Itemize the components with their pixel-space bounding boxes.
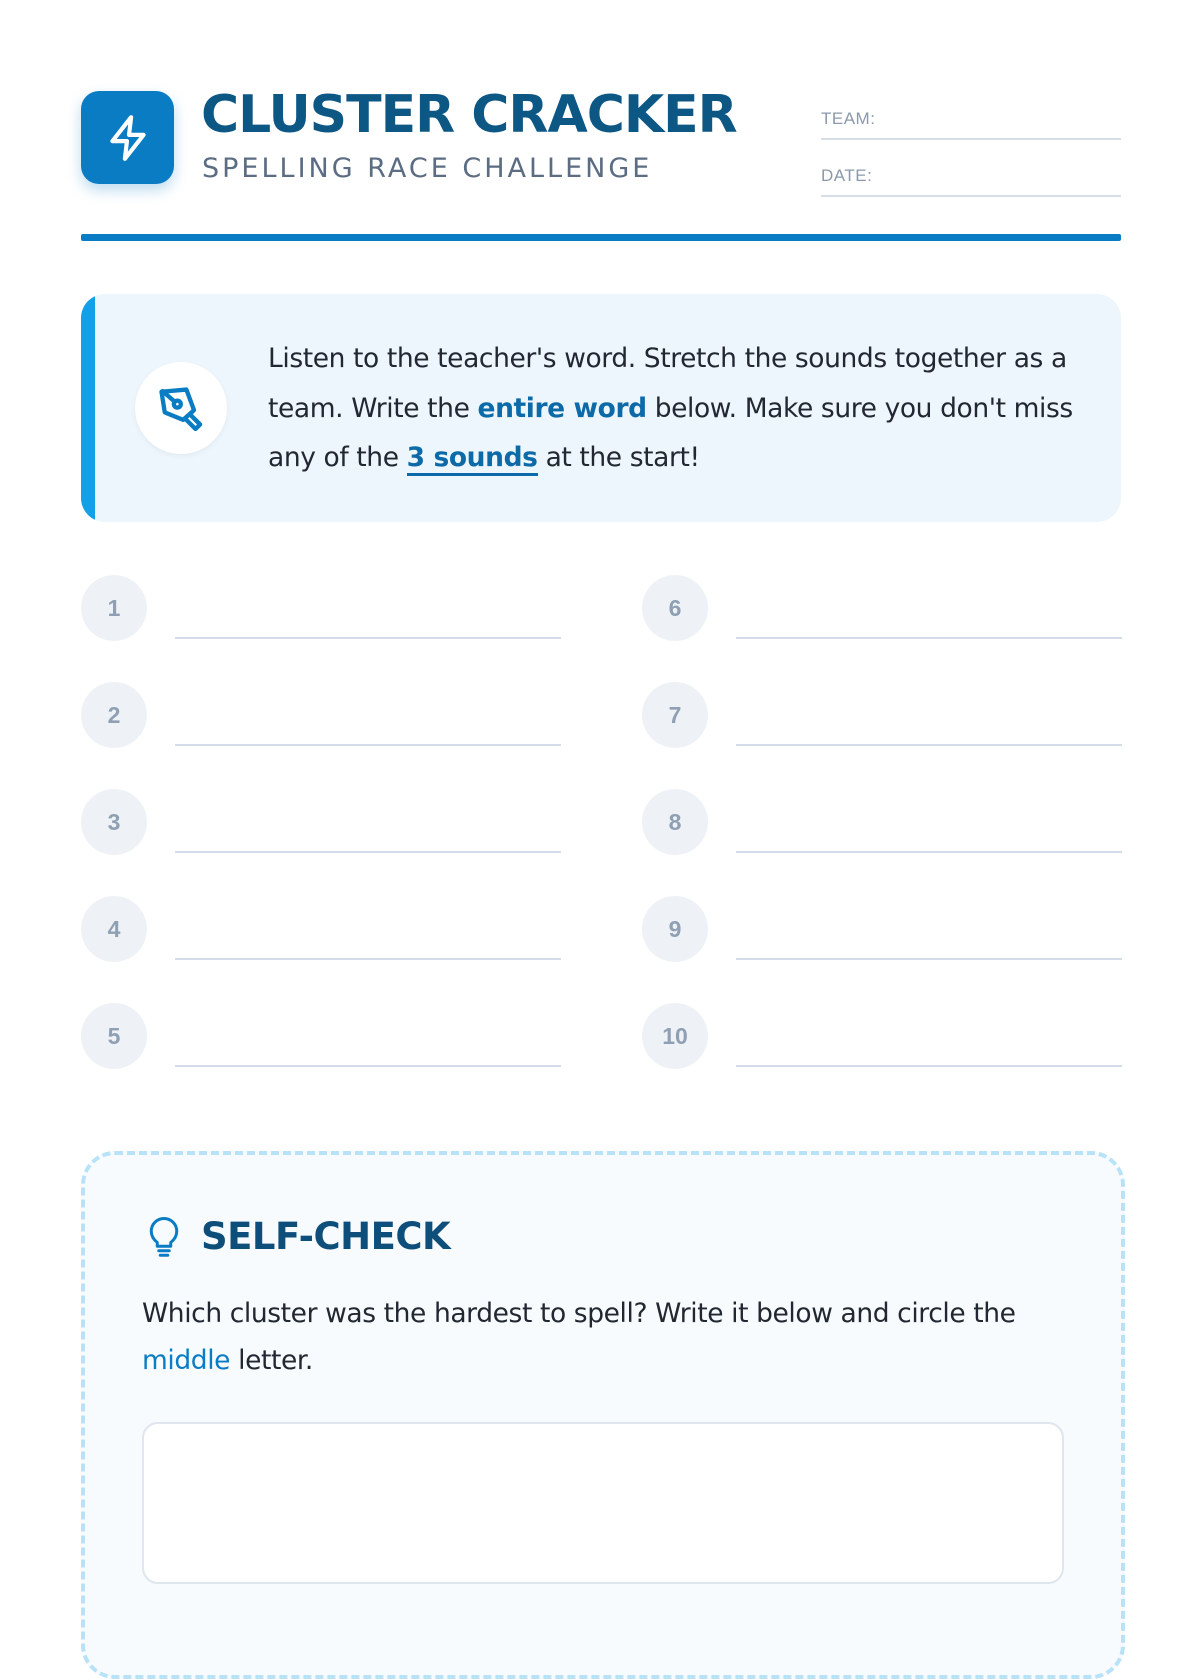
answer-number: 7 bbox=[642, 682, 708, 748]
self-check-title: SELF-CHECK bbox=[201, 1215, 451, 1258]
answer-line[interactable] bbox=[736, 744, 1122, 746]
team-label: TEAM: bbox=[821, 109, 876, 128]
answer-number: 9 bbox=[642, 896, 708, 962]
answer-number: 10 bbox=[642, 1003, 708, 1069]
answer-line[interactable] bbox=[175, 1065, 561, 1067]
instructions-text-part: at the start! bbox=[537, 442, 700, 473]
self-check-prompt bbox=[142, 1290, 1072, 1384]
instructions-accent-bar bbox=[81, 294, 95, 522]
instructions-text-part: Listen to the teacher's word. Stretch the sounds together as a team. Write the bbox=[268, 343, 1067, 424]
answer-row-6[interactable] bbox=[642, 575, 1122, 641]
answer-line[interactable] bbox=[736, 637, 1122, 639]
meta-fields bbox=[821, 96, 1121, 210]
answer-line[interactable] bbox=[175, 744, 561, 746]
answer-row-5[interactable] bbox=[81, 1003, 561, 1069]
highlight-entire-word: entire word bbox=[477, 392, 647, 424]
instructions-panel bbox=[81, 294, 1121, 522]
answer-number: 4 bbox=[81, 896, 147, 962]
answer-line[interactable] bbox=[736, 1065, 1122, 1067]
date-field[interactable] bbox=[821, 153, 1121, 197]
answer-number: 2 bbox=[81, 682, 147, 748]
highlight-middle: middle bbox=[142, 1345, 231, 1376]
answer-line[interactable] bbox=[175, 637, 561, 639]
self-check-text-part: Which cluster was the hardest to spell? Write it below and circle the bbox=[142, 1298, 1016, 1329]
answer-row-10[interactable] bbox=[642, 1003, 1122, 1069]
instructions-text-part: below. Make sure you don't miss any of the bbox=[268, 392, 1073, 473]
header-divider bbox=[81, 234, 1121, 241]
answer-row-8[interactable] bbox=[642, 789, 1122, 855]
answer-number: 5 bbox=[81, 1003, 147, 1069]
answer-row-2[interactable] bbox=[81, 682, 561, 748]
answer-number: 1 bbox=[81, 575, 147, 641]
instructions-icon-circle bbox=[135, 362, 227, 454]
instructions-text bbox=[268, 334, 1088, 483]
answer-number: 8 bbox=[642, 789, 708, 855]
self-check-text-part: letter. bbox=[230, 1345, 313, 1376]
answer-row-3[interactable] bbox=[81, 789, 561, 855]
lightning-icon bbox=[103, 113, 153, 163]
date-label: DATE: bbox=[821, 166, 873, 185]
answer-line[interactable] bbox=[175, 851, 561, 853]
answer-number: 3 bbox=[81, 789, 147, 855]
answer-line[interactable] bbox=[736, 958, 1122, 960]
page-subtitle: SPELLING RACE CHALLENGE bbox=[202, 153, 653, 184]
self-check-answer-box[interactable] bbox=[142, 1422, 1064, 1584]
answer-line[interactable] bbox=[736, 851, 1122, 853]
worksheet-header bbox=[81, 84, 1121, 194]
pen-nib-icon bbox=[155, 382, 207, 434]
answer-row-1[interactable] bbox=[81, 575, 561, 641]
answer-row-4[interactable] bbox=[81, 896, 561, 962]
team-field[interactable] bbox=[821, 96, 1121, 140]
highlight-three-sounds: 3 sounds bbox=[407, 442, 538, 476]
answer-line[interactable] bbox=[175, 958, 561, 960]
answer-number: 6 bbox=[642, 575, 708, 641]
lightbulb-icon bbox=[146, 1217, 182, 1259]
answer-row-7[interactable] bbox=[642, 682, 1122, 748]
answer-row-9[interactable] bbox=[642, 896, 1122, 962]
logo-badge bbox=[81, 91, 174, 184]
page-title: CLUSTER CRACKER bbox=[201, 85, 737, 145]
